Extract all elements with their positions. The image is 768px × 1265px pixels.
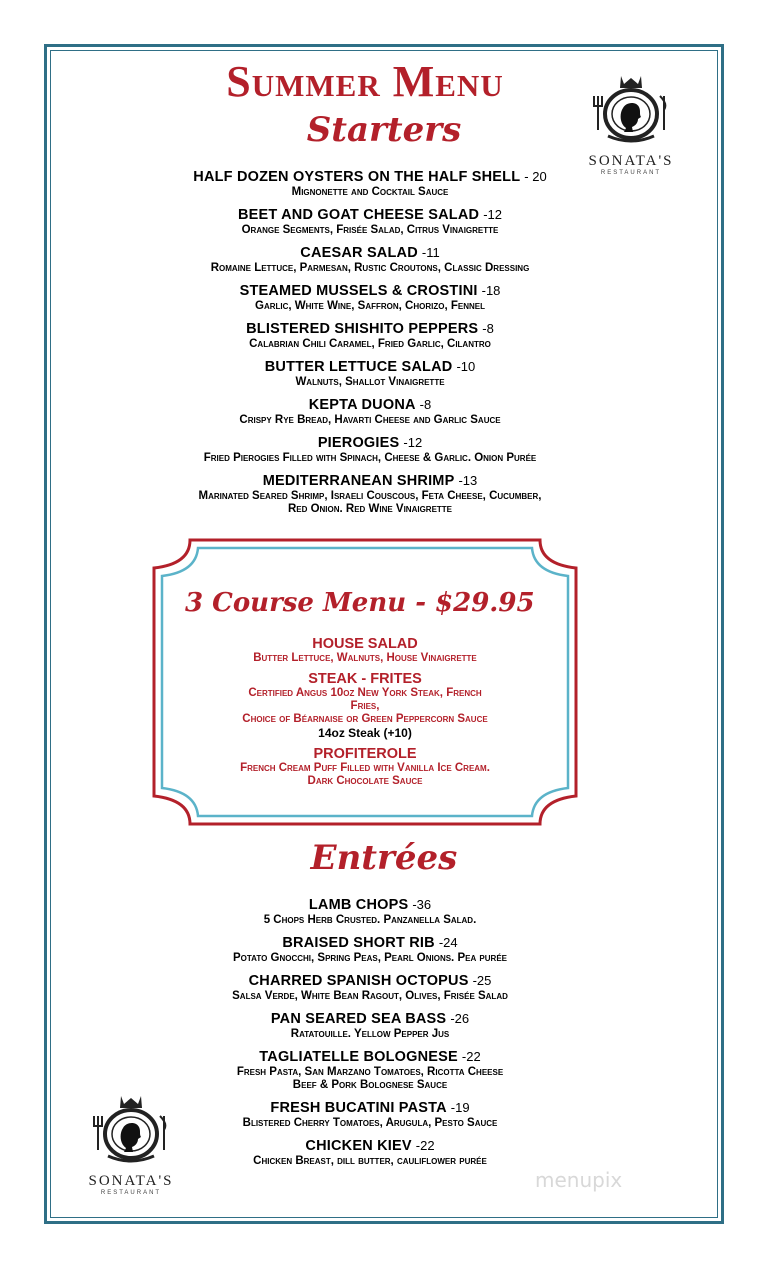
item-description: Calabrian Chili Caramel, Fried Garlic, Cilantro — [249, 338, 491, 350]
item-description: Garlic, White Wine, Saffron, Chorizo, Fennel — [255, 300, 485, 312]
logo-subtitle: RESTAURANT — [600, 170, 662, 176]
item-price: -18 — [481, 283, 501, 298]
menu-item — [90, 1010, 650, 1041]
item-description: Red Onion. Red Wine Vinaigrette — [287, 503, 453, 515]
item-name: STEAMED MUSSELS & CROSTINI — [239, 283, 478, 299]
item-description: Fresh Pasta, San Marzano Tomatoes, Ricotta Cheese — [236, 1066, 504, 1078]
logo-name: SONATA'S — [588, 153, 674, 169]
item-price: -12 — [403, 435, 423, 450]
item-price: -22 — [461, 1049, 481, 1064]
item-description: Potato Gnocchi, Spring Peas, Pearl Onions. Pea purée — [233, 952, 507, 964]
course-item — [190, 636, 540, 665]
course-menu-title: 3 Course Menu - $29.95 — [185, 588, 535, 618]
course-item-description: Certified Angus 10oz New York Steak, French — [248, 687, 482, 699]
item-name: BEET AND GOAT CHEESE SALAD — [237, 207, 480, 223]
item-price: -26 — [450, 1011, 470, 1026]
course-item-name: PROFITEROLE — [313, 746, 417, 762]
item-description: Marinated Seared Shrimp, Israeli Couscous, Feta Cheese, Cucumber, — [198, 490, 542, 502]
entrees-heading: Entrées — [310, 838, 458, 878]
item-description: Blistered Cherry Tomatoes, Arugula, Pesto Sauce — [242, 1117, 498, 1129]
watermark: menupix — [535, 1168, 623, 1192]
menu-item — [90, 244, 650, 275]
item-name: BUTTER LETTUCE SALAD — [264, 359, 453, 375]
course-item — [190, 671, 540, 740]
item-price: -11 — [421, 245, 440, 260]
item-name: CHICKEN KIEV — [305, 1138, 412, 1154]
crest-icon — [86, 1090, 176, 1168]
item-name: TAGLIATELLE BOLOGNESE — [259, 1049, 458, 1065]
menu-item — [90, 472, 650, 516]
logo-subtitle: RESTAURANT — [100, 1190, 162, 1196]
item-price: -36 — [412, 897, 432, 912]
course-item-upgrade: 14oz Steak (+10) — [318, 726, 412, 740]
restaurant-logo-bottom — [66, 1090, 196, 1196]
item-price: -24 — [438, 935, 458, 950]
course-menu-list — [190, 636, 540, 794]
logo-name: SONATA'S — [88, 1173, 174, 1189]
item-name: CHARRED SPANISH OCTOPUS — [248, 973, 469, 989]
item-price: -13 — [458, 473, 478, 488]
item-price: -25 — [472, 973, 492, 988]
course-item-name: HOUSE SALAD — [312, 636, 418, 652]
item-price: - 20 — [524, 169, 547, 184]
item-price: -8 — [419, 397, 432, 412]
course-item-description: Choice of Béarnaise or Green Peppercorn Sauce — [242, 713, 488, 725]
item-description: Beef & Pork Bolognese Sauce — [292, 1079, 448, 1091]
item-price: -22 — [415, 1138, 435, 1153]
item-name: FRESH BUCATINI PASTA — [270, 1100, 447, 1116]
item-price: -12 — [483, 207, 503, 222]
menu-item — [90, 282, 650, 313]
menu-item — [90, 396, 650, 427]
item-description: 5 Chops Herb Crusted. Panzanella Salad. — [263, 914, 477, 926]
item-price: -19 — [450, 1100, 470, 1115]
item-name: PAN SEARED SEA BASS — [270, 1011, 447, 1027]
course-item-description: Fries, — [350, 700, 380, 712]
item-description: Ratatouille. Yellow Pepper Jus — [290, 1028, 450, 1040]
menu-item — [90, 434, 650, 465]
course-item-description: Dark Chocolate Sauce — [307, 775, 423, 787]
menu-item — [90, 896, 650, 927]
starters-list — [90, 168, 650, 523]
item-description: Mignonette and Cocktail Sauce — [291, 186, 449, 198]
item-price: -10 — [456, 359, 476, 374]
menu-item — [90, 206, 650, 237]
item-name: BLISTERED SHISHITO PEPPERS — [246, 321, 479, 337]
course-item-description: Butter Lettuce, Walnuts, House Vinaigrette — [253, 652, 477, 664]
item-description: Fried Pierogies Filled with Spinach, Cheese & Garlic. Onion Purée — [203, 452, 537, 464]
starters-heading: Starters — [306, 110, 462, 150]
item-name: PIEROGIES — [317, 435, 400, 451]
item-name: MEDITERRANEAN SHRIMP — [262, 473, 455, 489]
course-item-description: French Cream Puff Filled with Vanilla Ice Cream. — [240, 762, 490, 774]
item-name: CAESAR SALAD — [300, 245, 418, 261]
course-item — [190, 746, 540, 788]
menu-item — [90, 1048, 650, 1092]
item-name: KEPTA DUONA — [308, 397, 416, 413]
item-description: Chicken Breast, dill butter, cauliflower purée — [253, 1155, 487, 1167]
item-description: Walnuts, Shallot Vinaigrette — [295, 376, 445, 388]
item-description: Crispy Rye Bread, Havarti Cheese and Garlic Sauce — [239, 414, 501, 426]
menu-item — [90, 358, 650, 389]
item-description: Salsa Verde, White Bean Ragout, Olives, Frisée Salad — [232, 990, 508, 1002]
course-item-name: STEAK - FRITES — [308, 671, 422, 687]
item-price: -8 — [482, 321, 494, 336]
item-description: Romaine Lettuce, Parmesan, Rustic Croutons, Classic Dressing — [210, 262, 530, 274]
menu-item — [90, 168, 650, 199]
item-name: HALF DOZEN OYSTERS ON THE HALF SHELL — [193, 169, 521, 185]
menu-item — [90, 320, 650, 351]
menu-item — [90, 934, 650, 965]
menu-item — [90, 972, 650, 1003]
item-name: LAMB CHOPS — [308, 897, 409, 913]
item-description: Orange Segments, Frisée Salad, Citrus Vinaigrette — [241, 224, 499, 236]
item-name: BRAISED SHORT RIB — [282, 935, 435, 951]
menu-title: Summer Menu — [226, 57, 504, 106]
